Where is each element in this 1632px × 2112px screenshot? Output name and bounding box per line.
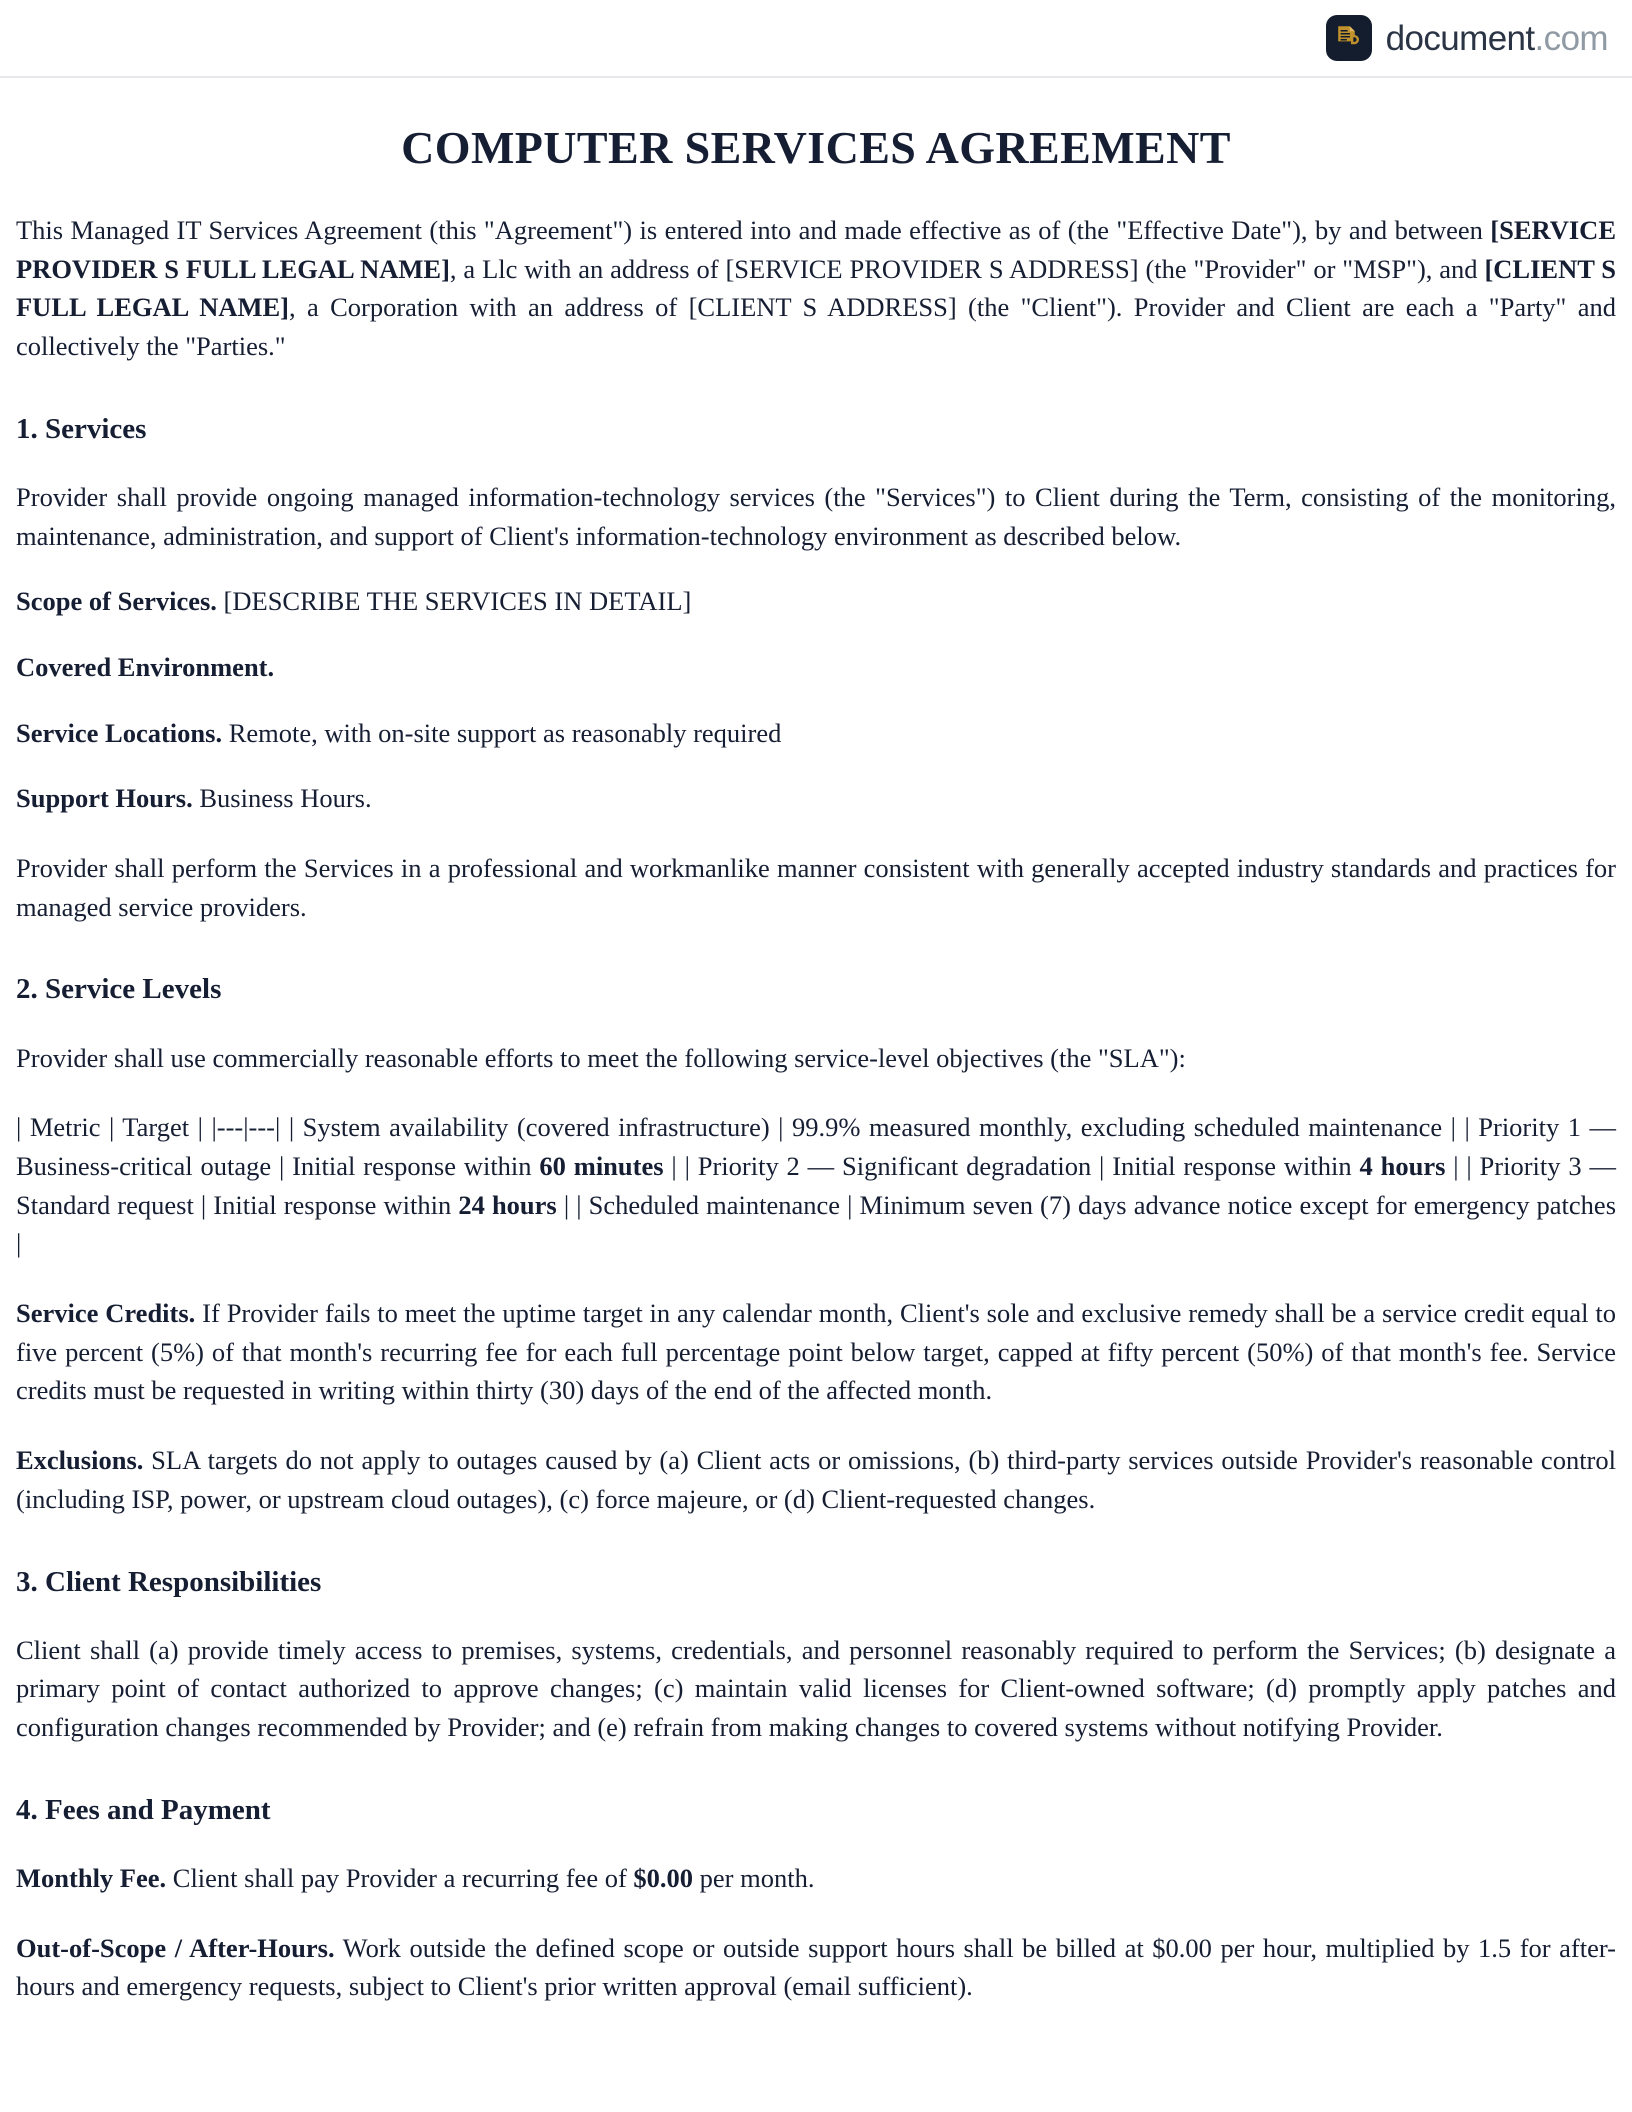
exclusions-label: Exclusions. bbox=[16, 1445, 144, 1476]
sla-text-part-4: | | Scheduled maintenance | Minimum seven (7) days advance notice except for emergency patches | bbox=[16, 1189, 1617, 1259]
preamble-text-3: , a Corporation with an address of [CLIENT S ADDRESS] (the "Client"). Provider and Client are each a "Party" and collectively the "Parties." bbox=[16, 292, 1616, 361]
document-d-logo-icon bbox=[1326, 15, 1372, 61]
out-of-scope-paragraph bbox=[16, 1929, 1616, 2006]
support-hours-line bbox=[16, 779, 1616, 818]
document-page bbox=[0, 122, 1632, 2036]
client-responsibilities-body: Client shall (a) provide timely access to premises, systems, credentials, and personnel reasonably required to perform the Services; (b) designate a primary point of contact authorized to approve changes; (c) maintain valid licenses for Client-owned software; (d) promptly apply patches and configuration changes recommended by Provider; and (e) refrain from making changes to covered systems without notifying Provider. bbox=[16, 1634, 1616, 1743]
sla-p3-response-time: 24 hours bbox=[458, 1189, 557, 1220]
service-locations-label: Service Locations. bbox=[16, 717, 223, 748]
brand-logo[interactable] bbox=[1326, 15, 1608, 61]
services-closing-body: Provider shall perform the Services in a professional and workmanlike manner consistent with generally accepted industry standards and practices for managed service providers. bbox=[16, 853, 1616, 922]
support-hours-value: Business Hours. bbox=[199, 783, 372, 814]
provider-name-placeholder: [SERVICE PROVIDER S FULL LEGAL NAME] bbox=[16, 214, 1616, 284]
scope-of-services-line bbox=[16, 582, 1616, 621]
site-header bbox=[0, 0, 1632, 78]
monthly-fee-amount: $0.00 bbox=[633, 1863, 694, 1894]
section-heading-client-responsibilities: 3. Client Responsibilities bbox=[16, 1565, 322, 1598]
brand-tld: .com bbox=[1534, 18, 1608, 58]
service-locations-value: Remote, with on-site support as reasonably required bbox=[228, 717, 782, 748]
out-of-scope-body: Work outside the defined scope or outside support hours shall be billed at $0.00 per hour, multiplied by 1.5 for after-hours and emergency requests, subject to Client's prior written approval (email sufficient). bbox=[16, 1932, 1616, 2002]
sla-text-part-2: | | Priority 2 — Significant degradation | Initial response within bbox=[663, 1151, 1360, 1182]
services-body: Provider shall provide ongoing managed information-technology services (the "Services") to Client during the Term, consisting of the monitoring, maintenance, administration, and support of Client's information-technology environment as described below. bbox=[16, 481, 1616, 551]
scope-of-services-label: Scope of Services. bbox=[16, 586, 217, 617]
service-levels-intro: Provider shall use commercially reasonable efforts to meet the following service-level objectives (the "SLA"): bbox=[16, 1042, 1186, 1073]
support-hours-label: Support Hours. bbox=[16, 783, 193, 814]
service-credits-label: Service Credits. bbox=[16, 1298, 196, 1329]
section-heading-fees-and-payment: 4. Fees and Payment bbox=[16, 1793, 271, 1826]
covered-environment-line bbox=[16, 648, 1616, 687]
out-of-scope-label: Out-of-Scope / After-Hours. bbox=[16, 1932, 335, 1963]
exclusions-body: SLA targets do not apply to outages caused by (a) Client acts or omissions, (b) third-party services outside Provider's reasonable control (including ISP, power, or upstream cloud outages), (c) force majeure, or (d) Client-requested changes. bbox=[16, 1445, 1616, 1514]
preamble-text-1: This Managed IT Services Agreement (this "Agreement") is entered into and made effective as of (the "Effective Date"), by and between bbox=[16, 214, 1491, 245]
covered-environment-label: Covered Environment. bbox=[16, 651, 275, 682]
service-credits-body: If Provider fails to meet the uptime target in any calendar month, Client's sole and exclusive remedy shall be a service credit equal to five percent (5%) of that month's recurring fee for each full percentage point below target, capped at fifty percent (50%) of that month's fee. Service credits must be requested in writing within thirty (30) days of the end of the affected month. bbox=[16, 1298, 1616, 1406]
sla-p1-response-time: 60 minutes bbox=[539, 1151, 664, 1182]
exclusions-paragraph bbox=[16, 1441, 1616, 1518]
monthly-fee-paragraph bbox=[16, 1859, 1616, 1898]
service-credits-paragraph bbox=[16, 1294, 1616, 1410]
sla-p2-response-time: 4 hours bbox=[1359, 1151, 1446, 1182]
sla-text-part-1: | Metric | Target | |---|---| | System availability (covered infrastructure) | 99.9% measured monthly, excluding scheduled maintenance | | Priority 1 — Business-critical outage | Initial response within bbox=[16, 1112, 1616, 1182]
section-heading-service-levels: 2. Service Levels bbox=[16, 973, 222, 1006]
brand-name: document bbox=[1385, 18, 1535, 58]
monthly-fee-text-1: Client shall pay Provider a recurring fee of bbox=[166, 1863, 634, 1894]
preamble-paragraph bbox=[16, 211, 1616, 366]
page-title: COMPUTER SERVICES AGREEMENT bbox=[401, 122, 1231, 173]
client-name-placeholder: [CLIENT S FULL LEGAL NAME] bbox=[16, 253, 1617, 323]
sla-table-text bbox=[16, 1108, 1616, 1263]
service-locations-line bbox=[16, 714, 1616, 753]
monthly-fee-label: Monthly Fee. bbox=[16, 1863, 167, 1894]
preamble-text-2: , a Llc with an address of [SERVICE PROVIDER S ADDRESS] (the "Provider" or "MSP"), and bbox=[449, 253, 1485, 284]
scope-of-services-value: [DESCRIBE THE SERVICES IN DETAIL] bbox=[223, 586, 692, 617]
section-heading-services: 1. Services bbox=[16, 412, 147, 445]
monthly-fee-text-2: per month. bbox=[693, 1863, 815, 1894]
sla-text-part-3: | | Priority 3 — Standard request | Initial response within bbox=[16, 1151, 1616, 1220]
brand-wordmark bbox=[1385, 18, 1608, 58]
